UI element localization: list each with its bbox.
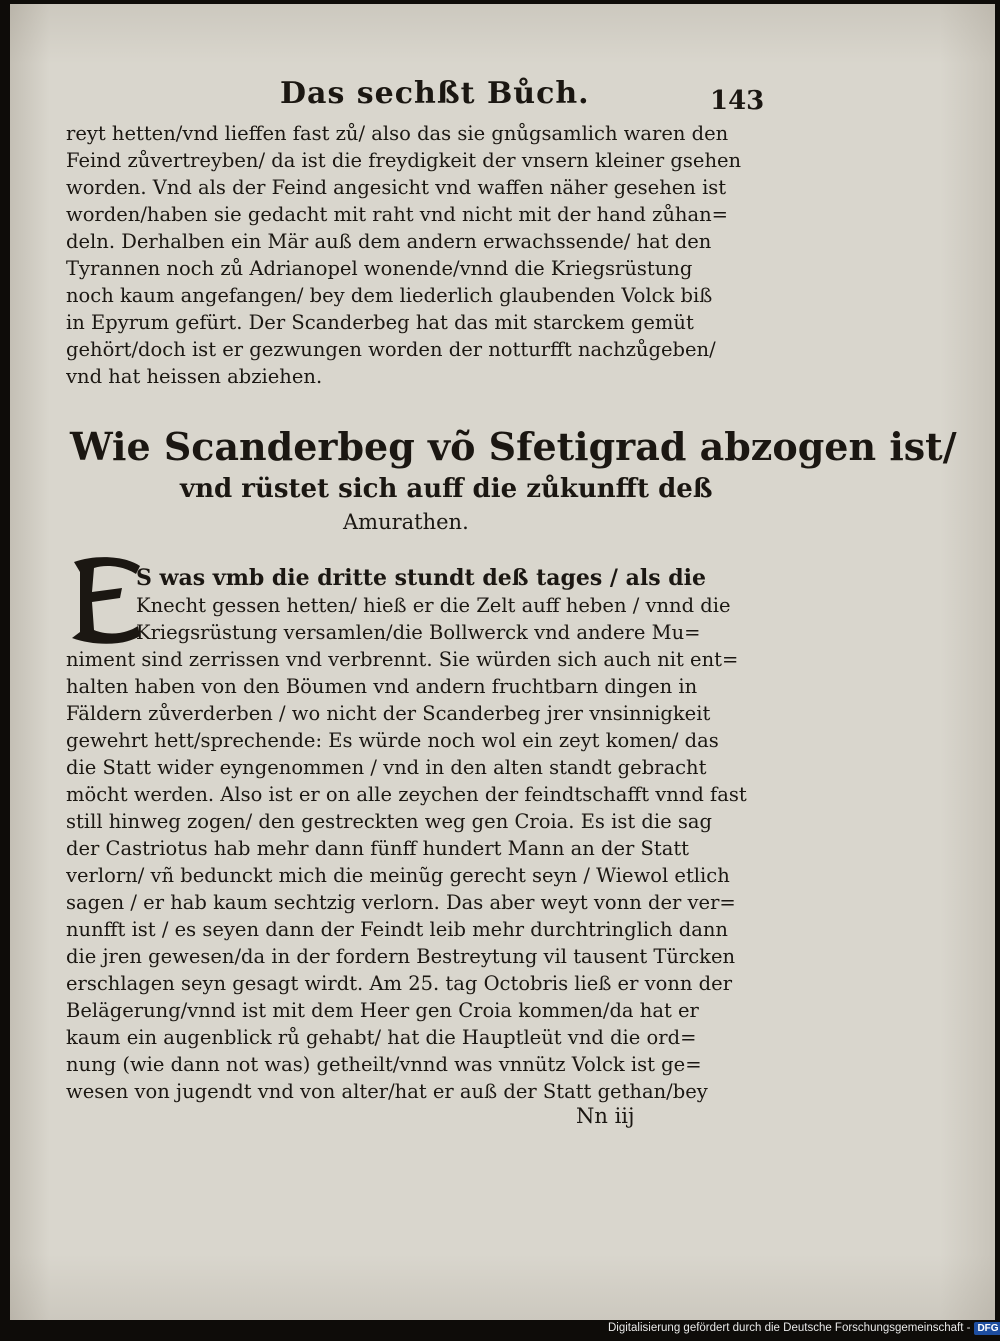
text-line: die jren gewesen/da in der fordern Bestreytung vil tausent Türcken (66, 945, 736, 968)
text-line: kaum ein augenblick rů gehabt/ hat die Hauptleüt vnd die ord= (66, 1026, 697, 1049)
dfg-logo: DFG (974, 1322, 1000, 1335)
running-title: Das sechßt Bůch. (280, 76, 590, 111)
text-line: sagen / er hab kaum sechtzig verlorn. Das aber weyt vonn der ver= (66, 891, 736, 914)
catchword-signature: Nn iij (576, 1104, 635, 1128)
text-line: worden. Vnd als der Feind angesicht vnd waffen näher gesehen ist (66, 176, 727, 199)
chapter-heading-line-2: vnd rüstet sich auff die zůkunfft deß (180, 474, 713, 504)
text-line: die Statt wider eyngenommen / vnd in den alten standt gebracht (66, 756, 707, 779)
text-line: Tyrannen noch zů Adrianopel wonende/vnnd die Kriegsrüstung (66, 257, 693, 280)
text-line: nung (wie dann not was) getheilt/vnnd was vnnütz Volck ist ge= (66, 1053, 702, 1076)
text-line: der Castriotus hab mehr dann fünff hundert Mann an der Statt (66, 837, 690, 860)
text-line: halten haben von den Böumen vnd andern fruchtbarn dingen in (66, 675, 698, 698)
text-line: Feind zůvertreyben/ da ist die freydigkeit der vnsern kleiner gsehen (66, 149, 742, 172)
drop-cap-letter: E (100, 614, 101, 615)
text-line: niment sind zerrissen vnd verbrennt. Sie würden sich auch nit ent= (66, 648, 739, 671)
drop-cap-initial (66, 552, 144, 648)
chapter-heading-line-3: Amurathen. (343, 510, 469, 534)
text-line: möcht werden. Also ist er on alle zeychen der feindtschafft vnnd fast (66, 783, 747, 806)
funding-credit: Digitalisierung gefördert durch die Deutsche Forschungsgemeinschaft - (608, 1322, 971, 1334)
text-line: verlorn/ vñ bedunckt mich die meinũg gerecht seyn / Wiewol etlich (66, 864, 730, 887)
text-line: gehört/doch ist er gezwungen worden der notturfft nachzůgeben/ (66, 338, 716, 361)
text-line: reyt hetten/vnd lieffen fast zů/ also das sie gnůgsamlich waren den (66, 122, 729, 145)
text-line: nunfft ist / es seyen dann der Feindt leib mehr durchtringlich dann (66, 918, 728, 941)
text-line: noch kaum angefangen/ bey dem liederlich glaubenden Volck biß (66, 284, 713, 307)
text-line: Kriegsrüstung versamlen/die Bollwerck vnd andere Mu= (136, 621, 701, 644)
digitization-footer (608, 1319, 1000, 1337)
page-number: 143 (710, 86, 765, 116)
text-line: deln. Derhalben ein Mär auß dem andern erwachssende/ hat den (66, 230, 712, 253)
text-line: Belägerung/vnnd ist mit dem Heer gen Croia kommen/da hat er (66, 999, 699, 1022)
text-line: vnd hat heissen abziehen. (66, 365, 323, 388)
text-line: erschlagen seyn gesagt wirdt. Am 25. tag Octobris ließ er vonn der (66, 972, 733, 995)
text-line: in Epyrum gefürt. Der Scanderbeg hat das mit starckem gemüt (66, 311, 694, 334)
text-line: Knecht gessen hetten/ hieß er die Zelt auff heben / vnnd die (136, 594, 731, 617)
text-line: worden/haben sie gedacht mit raht vnd nicht mit der hand zůhan= (66, 203, 729, 226)
text-line: still hinweg zogen/ den gestreckten weg gen Croia. Es ist die sag (66, 810, 712, 833)
book-page (10, 4, 995, 1320)
text-line: Fäldern zůverderben / wo nicht der Scanderbeg jrer vnsinnigkeit (66, 702, 711, 725)
chapter-heading-line-1: Wie Scanderbeg võ Sfetigrad abzogen ist/ (70, 424, 957, 469)
text-line: S was vmb die dritte stundt deß tages / als die (136, 566, 707, 590)
text-line: gewehrt hett/sprechende: Es würde noch wol ein zeyt komen/ das (66, 729, 719, 752)
text-line: wesen von jugendt vnd von alter/hat er auß der Statt gethan/bey (66, 1080, 708, 1103)
